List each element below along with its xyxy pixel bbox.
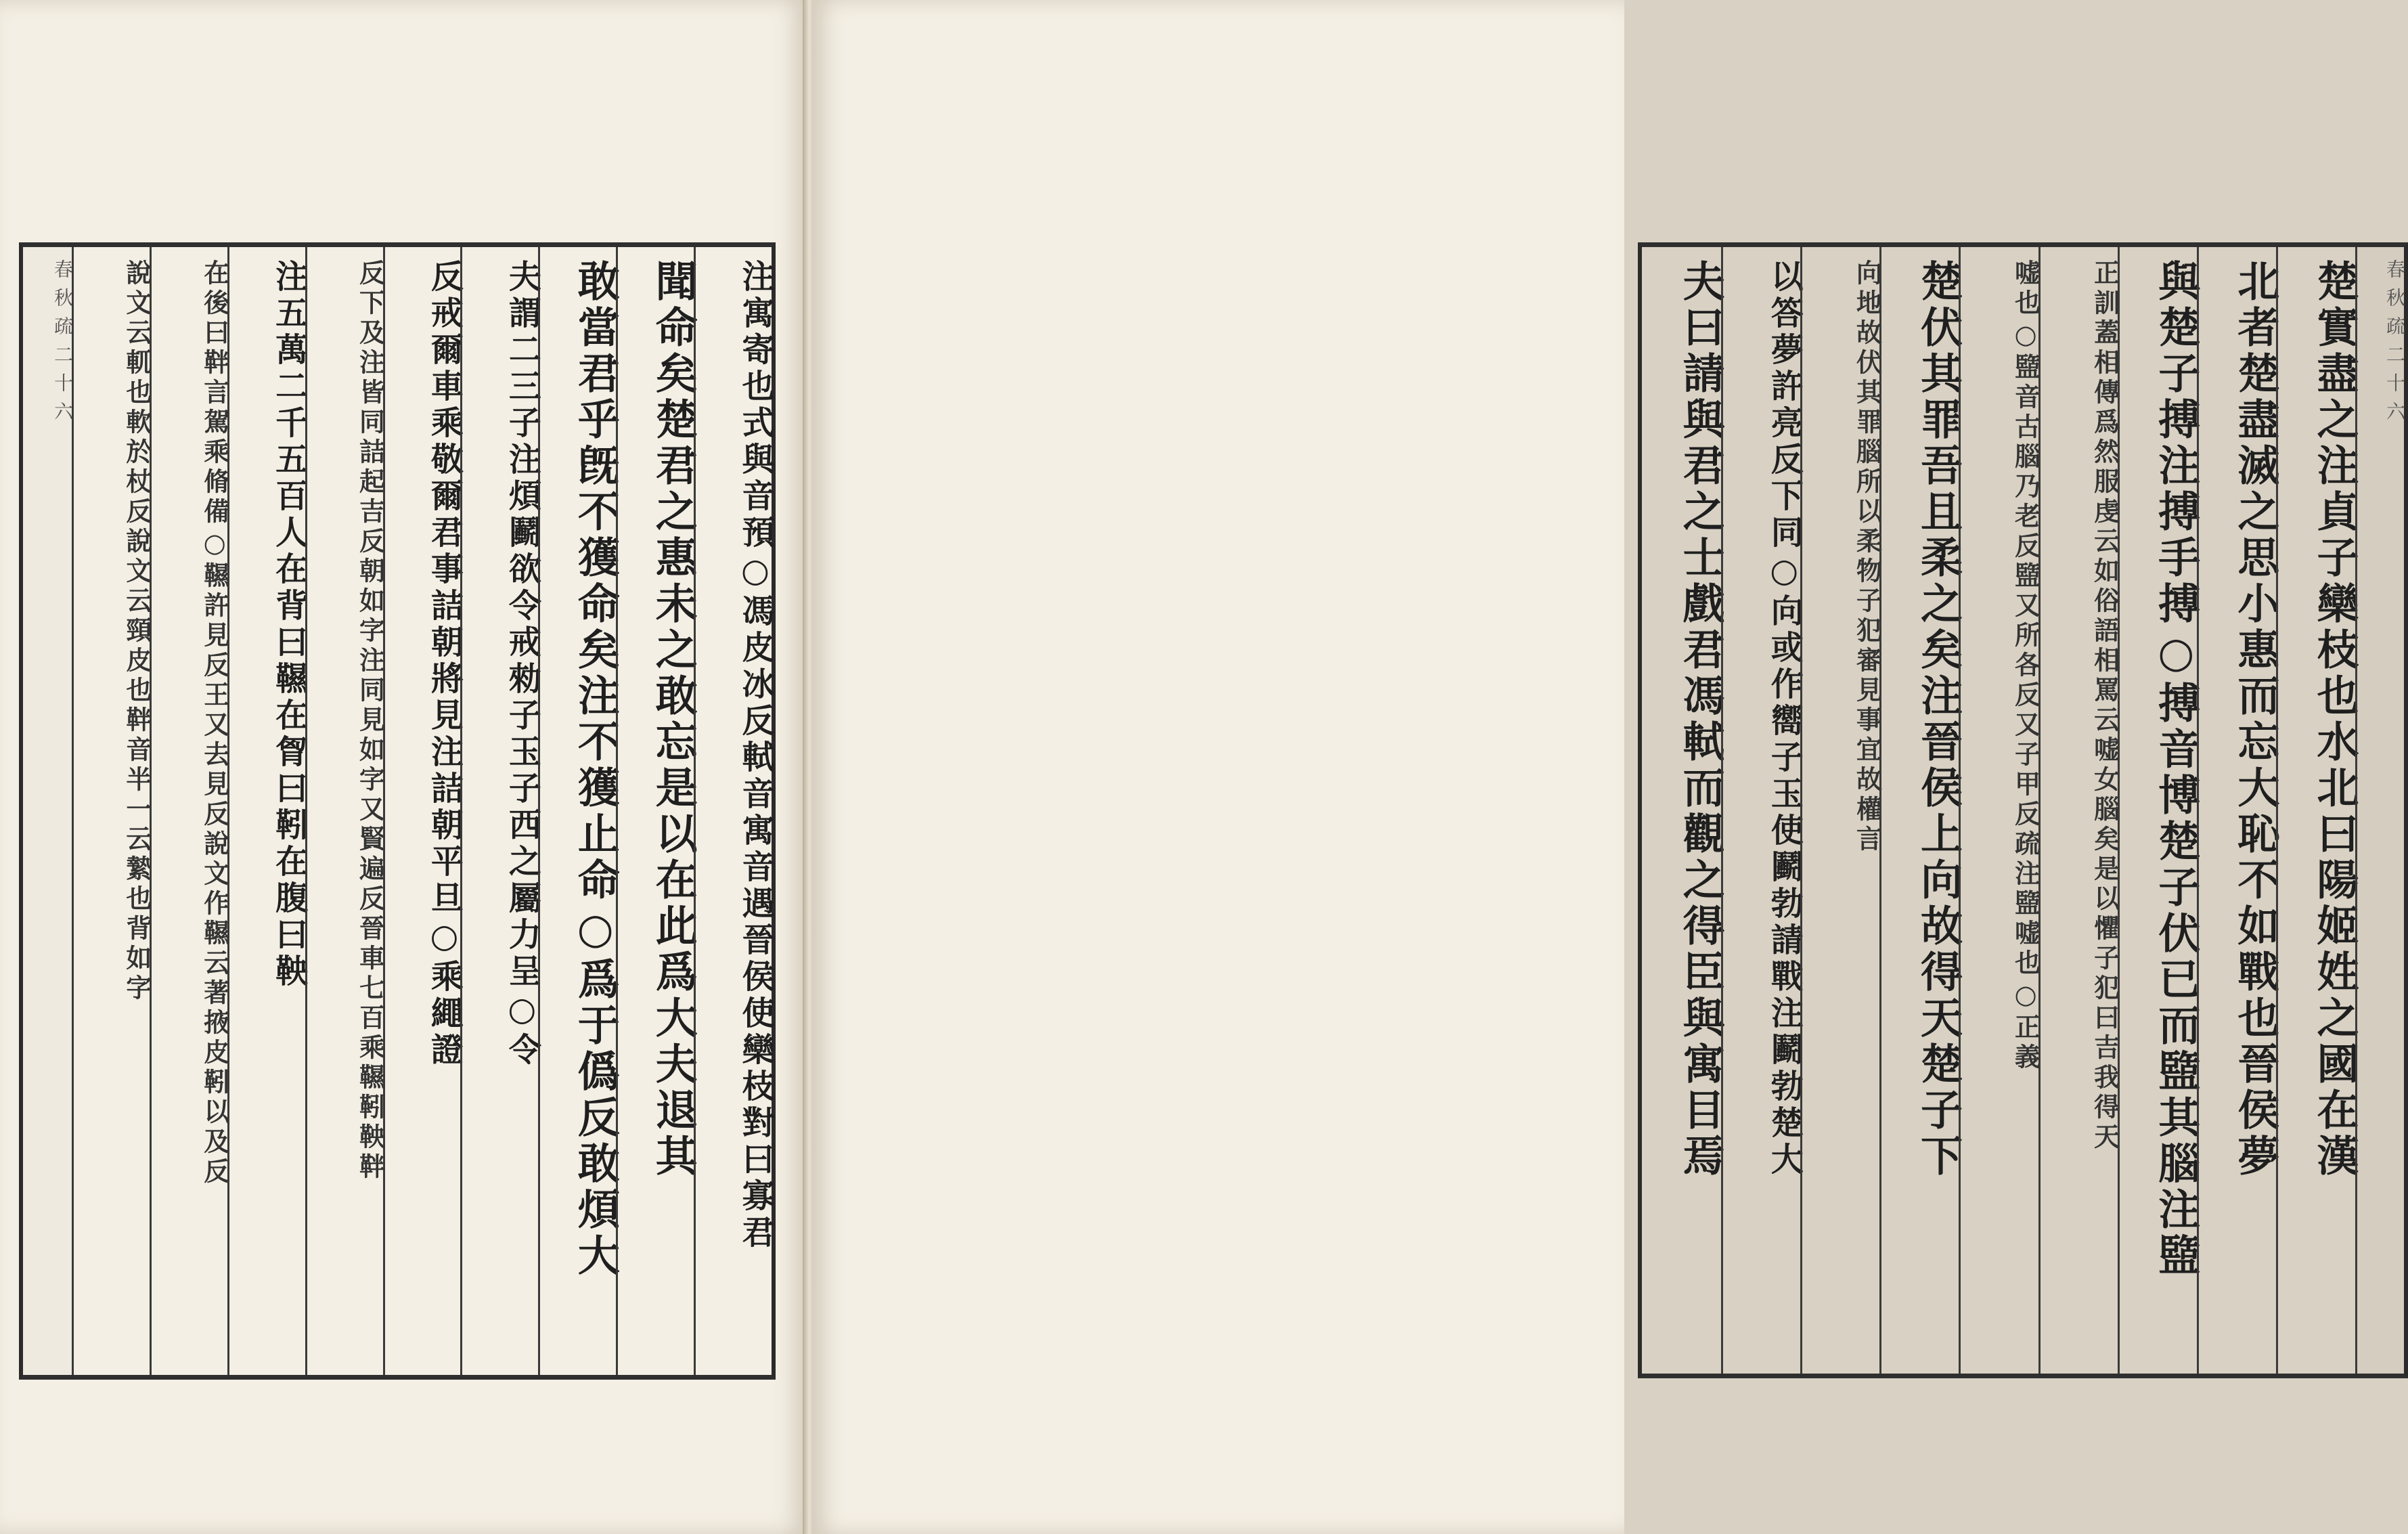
left-center-label: 春秋疏二十六 xyxy=(51,259,74,430)
right-text-block xyxy=(1638,242,2408,1378)
right-column-4 xyxy=(1879,247,1963,1374)
right-column-text-1: 夫曰請與君之士戲君馮軾而觀之得臣與寓目焉 xyxy=(1676,259,1726,1180)
right-column-text-7: 與楚子搏注搏手搏○搏音博楚子伏已而盬其腦注盬 xyxy=(2151,259,2201,1279)
right-column-text-8: 北者楚盡滅之思小惠而忘大恥不如戰也晉侯夢 xyxy=(2230,259,2280,1180)
right-column-9 xyxy=(2276,247,2359,1374)
left-column-6 xyxy=(460,247,541,1375)
right-column-1 xyxy=(1642,247,1726,1374)
left-column-1 xyxy=(72,247,150,1375)
right-column-text-2: 以答夢許亮反下同○向或作嚮子玉使鬬勃請戰注鬬勃楚大 xyxy=(1765,259,1804,1179)
left-column-text-2: 在後曰靽言駕乘脩備○韅許見反王又去見反說文作韅云著掖皮靷以及反 xyxy=(199,259,230,1187)
left-fold-column xyxy=(23,247,72,1375)
left-column-text-9: 注寓寄也式與音預○馮皮冰反軾音寓音遇晉侯使欒枝對曰寡君 xyxy=(736,259,774,1252)
left-column-7 xyxy=(538,247,621,1375)
left-column-text-3: 注五萬二千五百人在背曰韅在胷曰靷在腹曰鞅 xyxy=(269,259,308,990)
left-column-text-1: 說文云軏也軟於杖反說文云頸皮也靽音半一云縶也背如字 xyxy=(121,259,152,1004)
left-page xyxy=(0,0,807,1534)
right-column-3 xyxy=(1800,247,1883,1374)
right-column-8 xyxy=(2197,247,2280,1374)
left-column-text-4: 反下及注皆同詰起吉反朝如字注同見如字又賢遍反晉車七百乘韅靷鞅靽 xyxy=(355,259,386,1183)
left-column-8 xyxy=(616,247,698,1375)
left-column-text-7: 敢當君乎旣不獲命矣注不獲止命○爲于僞反敢煩大 xyxy=(571,259,621,1279)
left-column-4 xyxy=(305,247,386,1375)
left-column-5 xyxy=(383,247,464,1375)
left-column-3 xyxy=(227,247,308,1375)
left-text-block xyxy=(19,242,776,1380)
left-column-text-6: 夫謂二三子注煩鬬欲令戒勑子玉子西之屬力呈○令 xyxy=(503,259,541,1069)
right-fold-column xyxy=(2355,247,2404,1374)
right-column-5 xyxy=(1959,247,2041,1374)
right-column-text-6: 正訓蓋相傳爲然服虔云如俗語相罵云嘘女腦矣是以懼子犯曰吉我得天 xyxy=(2089,259,2120,1153)
right-column-text-5: 嘘也○盬音古腦乃老反盬又所各反又子甲反疏注盬嘘也○正義 xyxy=(2010,259,2041,1073)
right-column-text-4: 楚伏其罪吾且柔之矣注晉侯上向故得天楚子下 xyxy=(1913,259,1963,1180)
right-column-6 xyxy=(2038,247,2118,1374)
right-column-2 xyxy=(1721,247,1804,1374)
right-column-text-3: 向地故伏其罪腦所以柔物子犯審見事宜故權言 xyxy=(1852,259,1883,855)
left-column-9 xyxy=(694,247,772,1375)
right-column-7 xyxy=(2118,247,2201,1374)
left-column-text-5: 反戒爾車乘敬爾君事詰朝將見注詰朝平旦○乘繩證 xyxy=(425,259,464,1069)
right-page xyxy=(812,0,2406,1534)
left-column-text-8: 聞命矣楚君之惠未之敢忘是以在此爲大夫退其 xyxy=(648,259,698,1180)
left-column-2 xyxy=(150,247,230,1375)
right-column-text-9: 楚實盡之注貞子欒枝也水北曰陽姬姓之國在漢 xyxy=(2309,259,2359,1180)
right-center-label: 春秋疏二十六 xyxy=(2384,259,2406,430)
